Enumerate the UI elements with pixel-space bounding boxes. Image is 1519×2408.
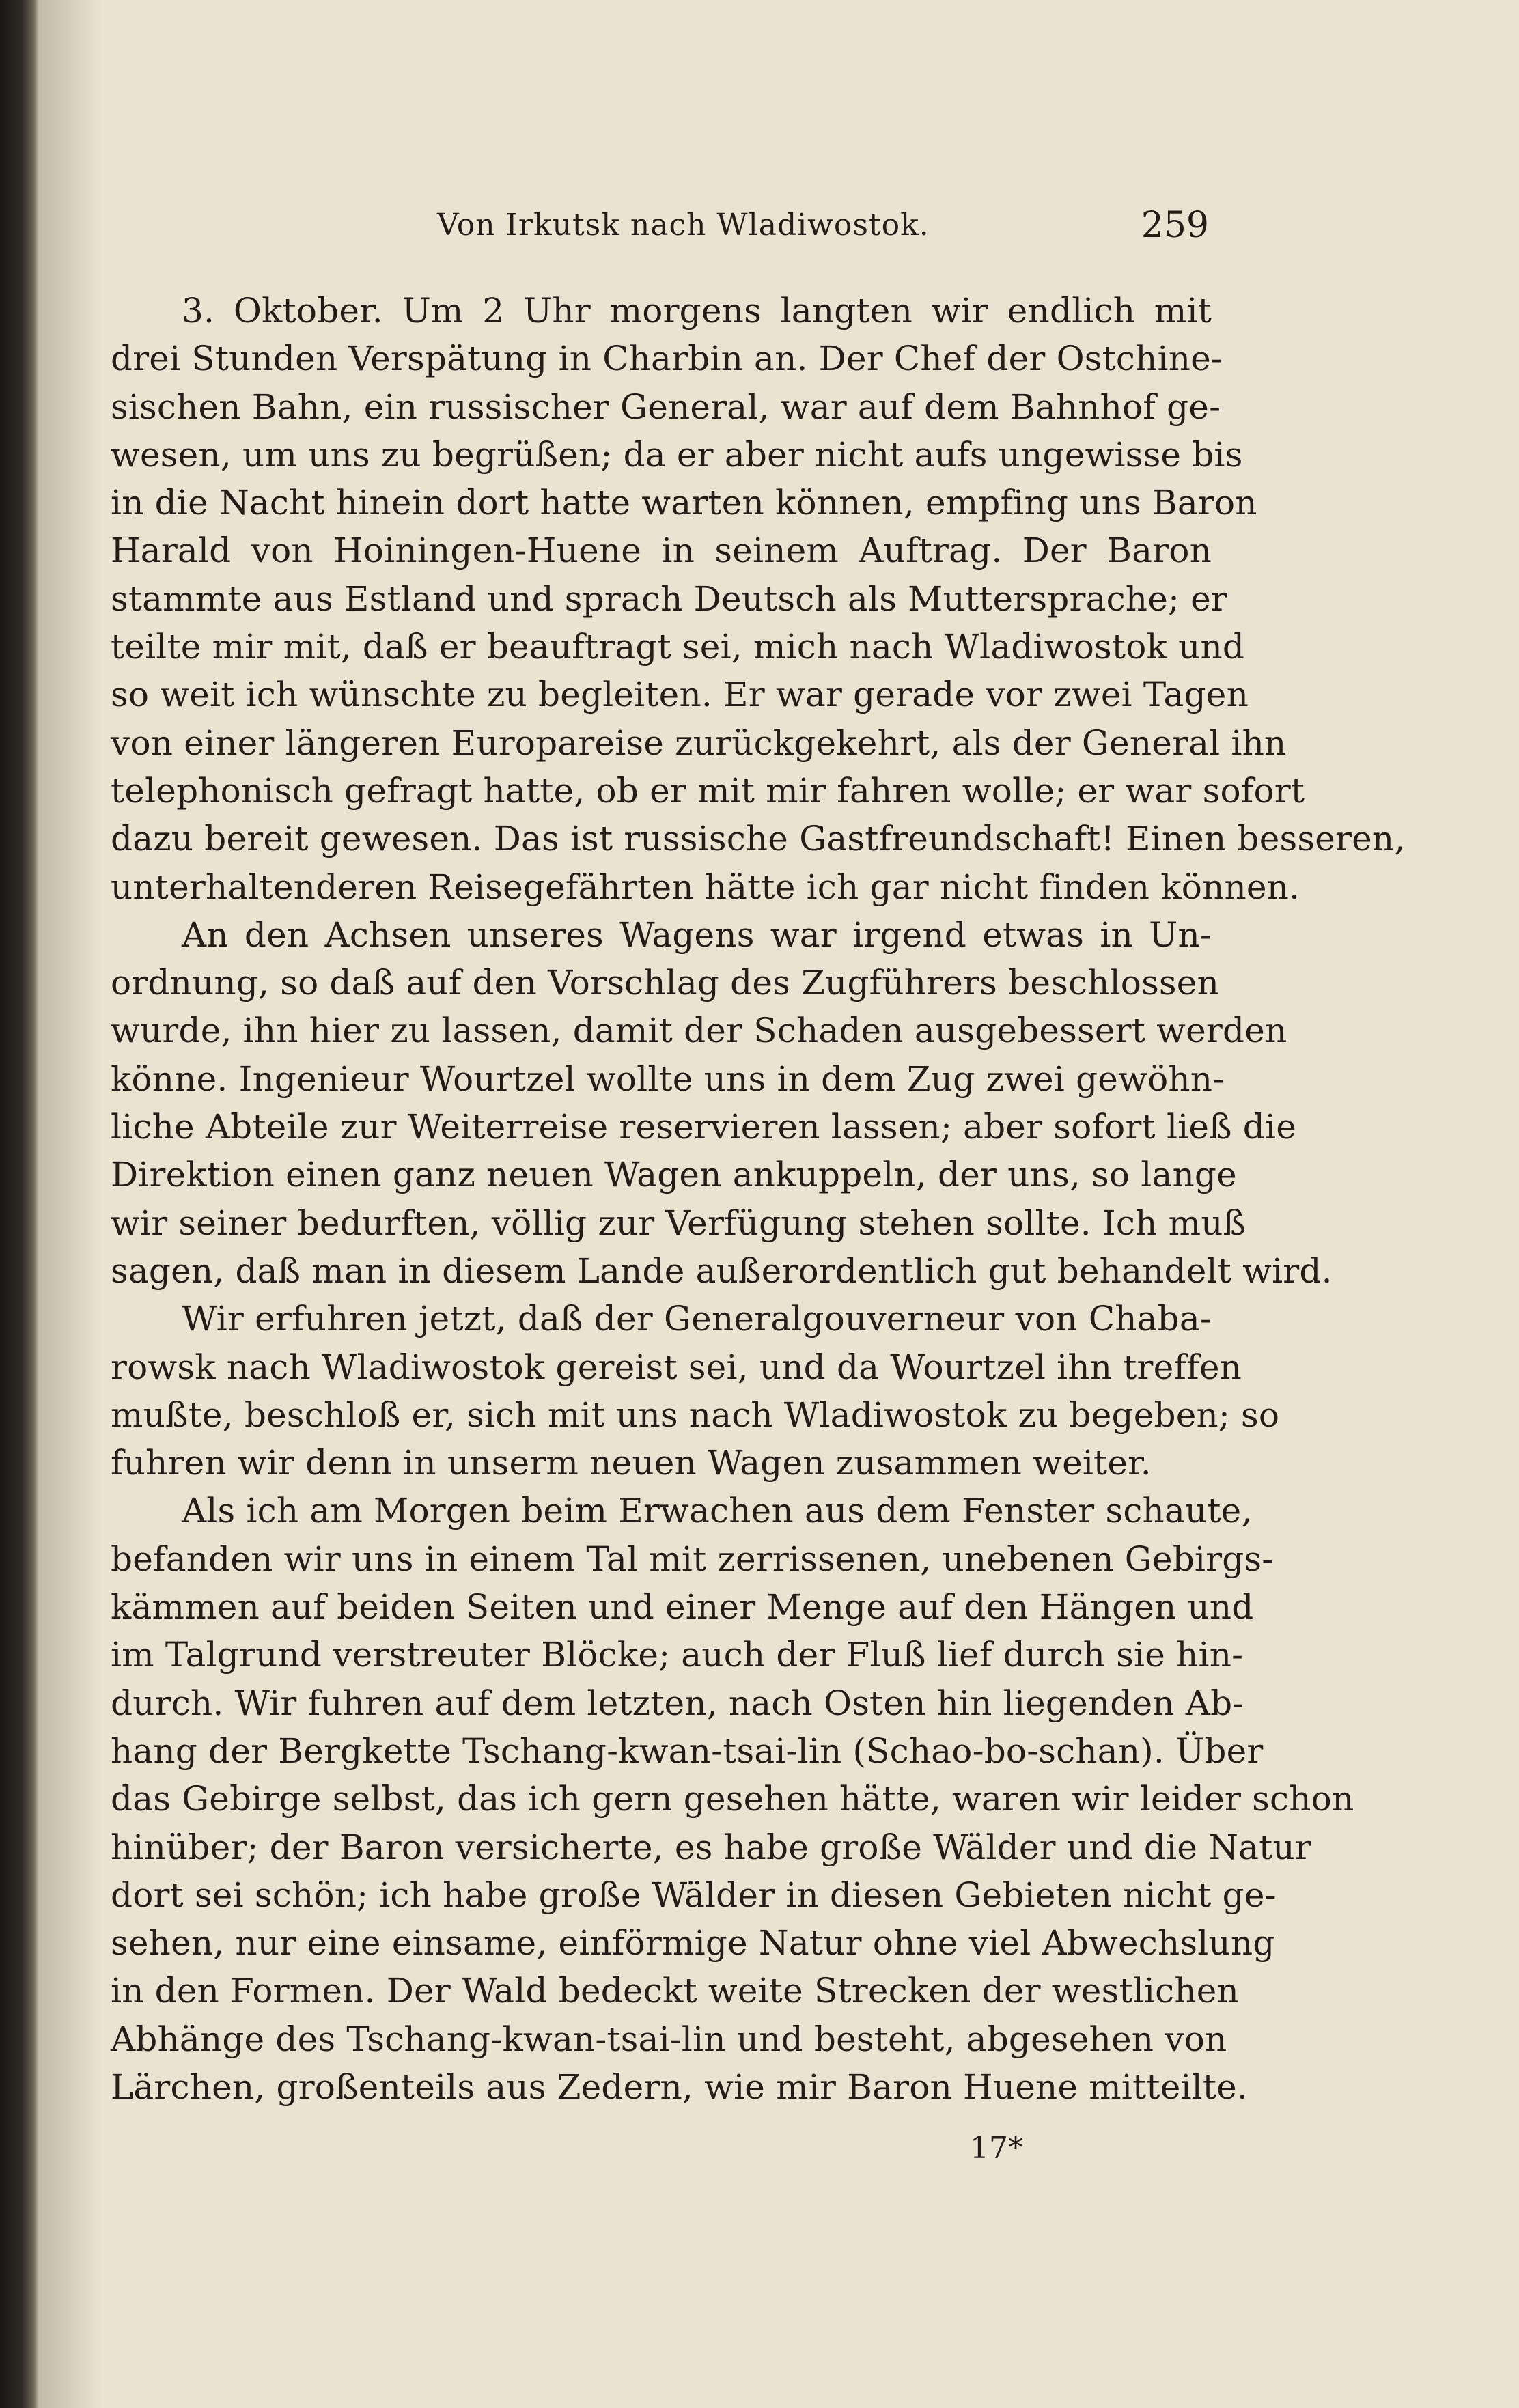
body-text [111, 287, 1406, 2111]
text-line: rowsk nach Wladiwostok gereist sei, und da Wourtzel ihn treffen [111, 1347, 1242, 1387]
text-line: in den Formen. Der Wald bedeckt weite Strecken der westlichen [111, 1971, 1239, 2011]
text-line: wir seiner bedurften, völlig zur Verfügung stehen sollte. Ich muß [111, 1203, 1246, 1243]
text-line: sagen, daß man in diesem Lande außerordentlich gut behandelt wird. [111, 1250, 1333, 1291]
text-line: fuhren wir denn in unserm neuen Wagen zusammen weiter. [111, 1443, 1152, 1483]
text-line: Wir erfuhren jetzt, daß der Generalgouverneur von Chaba- [182, 1299, 1212, 1339]
text-line: wesen, um uns zu begrüßen; da er aber nicht aufs ungewisse bis [111, 434, 1243, 475]
signature-mark: 17* [970, 2131, 1023, 2166]
text-line: in die Nacht hinein dort hatte warten können, empfing uns Baron [111, 483, 1257, 523]
page-header [191, 205, 1209, 260]
text-line: stammte aus Estland und sprach Deutsch als Muttersprache; er [111, 578, 1228, 619]
text-line: sehen, nur eine einsame, einförmige Natur ohne viel Abwechslung [111, 1923, 1275, 1963]
text-line: teilte mir mit, daß er beauftragt sei, mich nach Wladiwostok und [111, 627, 1245, 667]
page-number: 259 [1141, 205, 1209, 246]
text-line: sischen Bahn, ein russischer General, war auf dem Bahnhof ge- [111, 387, 1221, 427]
text-line: Lärchen, großenteils aus Zedern, wie mir Baron Huene mitteilte. [111, 2067, 1249, 2107]
text-line: könne. Ingenieur Wourtzel wollte uns in dem Zug zwei gewöhn- [111, 1059, 1225, 1099]
text-line: unterhaltenderen Reisegefährten hätte ich gar nicht finden können. [111, 867, 1300, 907]
text-line: Abhänge des Tschang-kwan-tsai-lin und besteht, abgesehen von [111, 2019, 1227, 2059]
paragraph-4 [111, 1487, 1354, 2111]
text-line: drei Stunden Verspätung in Charbin an. Der Chef der Ostchine- [111, 339, 1223, 379]
text-line: befanden wir uns in einem Tal mit zerrissenen, unebenen Gebirgs- [111, 1539, 1274, 1579]
running-head: Von Irkutsk nach Wladiwostok. [437, 208, 930, 242]
paragraph-1 [111, 287, 1406, 911]
text-line: Harald von Hoiningen-Huene in seinem Auftrag. Der Baron [111, 531, 1212, 571]
book-spine-shadow [0, 0, 40, 2408]
text-line: hang der Bergkette Tschang-kwan-tsai-lin (Schao-bo-schan). Über [111, 1731, 1264, 1771]
text-line: kämmen auf beiden Seiten und einer Menge auf den Hängen und [111, 1587, 1254, 1627]
text-line: An den Achsen unseres Wagens war irgend etwas in Un- [182, 914, 1212, 955]
text-line: 3. Oktober. Um 2 Uhr morgens langten wir endlich mit [182, 291, 1212, 331]
text-line: dort sei schön; ich habe große Wälder in diesen Gebieten nicht ge- [111, 1875, 1277, 1915]
paragraph-2 [111, 911, 1333, 1295]
text-line: das Gebirge selbst, das ich gern gesehen hätte, waren wir leider schon [111, 1779, 1354, 1819]
text-line: wurde, ihn hier zu lassen, damit der Schaden ausgebessert werden [111, 1011, 1287, 1051]
text-line: hinüber; der Baron versicherte, es habe große Wälder und die Natur [111, 1827, 1311, 1867]
text-line: telephonisch gefragt hatte, ob er mit mir fahren wolle; er war sofort [111, 770, 1305, 811]
text-line: liche Abteile zur Weiterreise reservieren lassen; aber sofort ließ die [111, 1107, 1296, 1147]
page-gutter-shade [40, 0, 101, 2408]
text-line: Direktion einen ganz neuen Wagen ankuppeln, der uns, so lange [111, 1155, 1237, 1195]
text-line: dazu bereit gewesen. Das ist russische Gastfreundschaft! Einen besseren, [111, 819, 1406, 859]
text-line: im Talgrund verstreuter Blöcke; auch der Fluß lief durch sie hin- [111, 1635, 1244, 1675]
text-line: Als ich am Morgen beim Erwachen aus dem Fenster schaute, [182, 1491, 1253, 1531]
text-line: von einer längeren Europareise zurückgekehrt, als der General ihn [111, 723, 1287, 763]
paragraph-3 [111, 1295, 1280, 1487]
text-line: so weit ich wünschte zu begleiten. Er war gerade vor zwei Tagen [111, 675, 1249, 715]
text-line: ordnung, so daß auf den Vorschlag des Zugführers beschlossen [111, 963, 1219, 1003]
text-line: mußte, beschloß er, sich mit uns nach Wladiwostok zu begeben; so [111, 1395, 1280, 1435]
text-line: durch. Wir fuhren auf dem letzten, nach Osten hin liegenden Ab- [111, 1683, 1244, 1723]
